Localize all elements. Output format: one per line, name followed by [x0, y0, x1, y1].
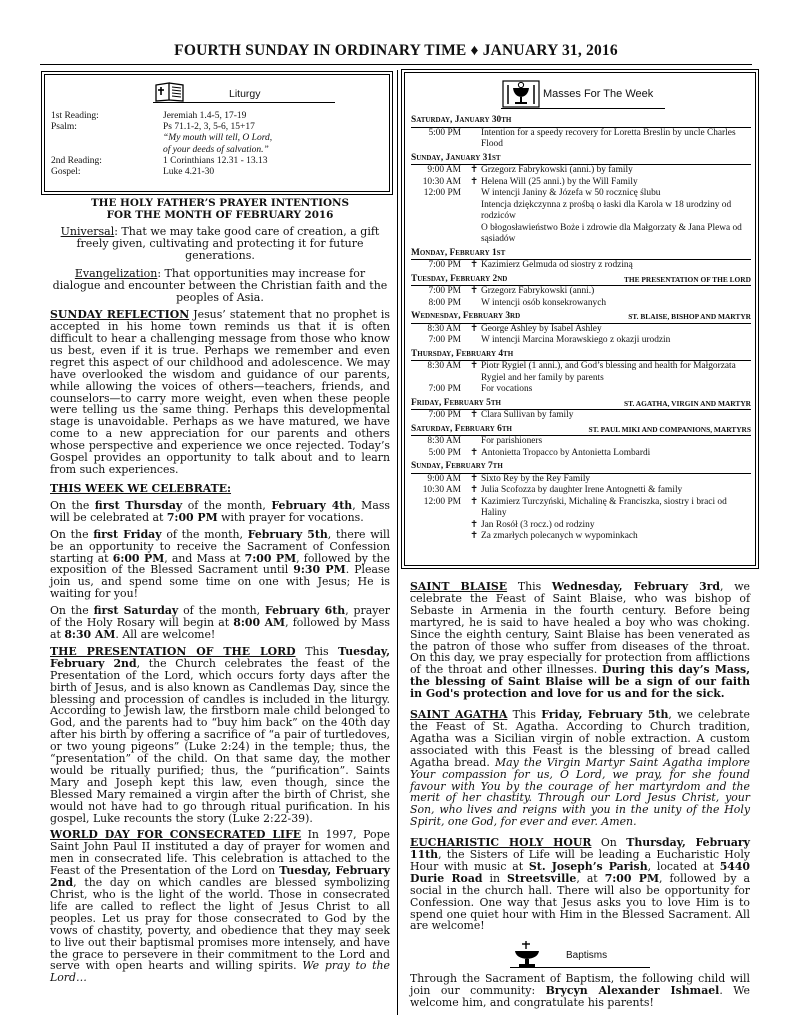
mass-intention: Antonietta Tropacco by Antonietta Lombardi — [481, 447, 651, 458]
baptism-font-icon — [510, 940, 544, 968]
mass-intention-row — [411, 361, 751, 384]
mass-intention-row — [411, 188, 751, 200]
first-thursday: On the first Thursday of the month, February 4th, Mass will be celebrated at 7:00 PM with prayer for vocations. — [50, 498, 390, 524]
mass-intention: Grzegorz Fabrykowski (anni.) by family — [481, 165, 633, 175]
mass-intention-row — [411, 165, 751, 177]
mass-day: Sunday, January 31st — [411, 152, 501, 163]
right-column — [410, 576, 750, 1009]
mass-time: 8:30 AM — [427, 361, 461, 371]
mass-intention: For vocations — [481, 384, 533, 394]
mass-intention: Piotr Rygiel (1 anni.), and God’s blessing and health for Małgorzata Rygiel and her family by parents — [481, 361, 736, 383]
mass-time: 12:00 PM — [423, 188, 461, 198]
mass-time: 10:30 AM — [422, 485, 461, 495]
mass-time: 7:00 PM — [428, 410, 461, 420]
mass-day-heading — [411, 398, 751, 411]
mass-feast: ST. BLAISE, BISHOP AND MARTYR — [628, 312, 751, 321]
cross-icon — [467, 223, 481, 246]
mass-intention-row — [411, 474, 751, 486]
mass-intention: W intencji Marcina Morawskiego z okazji urodzin — [481, 335, 671, 345]
mass-intention: Za zmarłych polecanych w wypominkach — [481, 531, 638, 541]
liturgy-box — [44, 74, 390, 192]
mass-intention: Intencja dziękczynna z prośbą o łaski dla Karola w 18 urodziny od rodziców — [481, 199, 732, 221]
mass-day: Saturday, January 30th — [411, 115, 512, 125]
reading-label — [51, 133, 163, 144]
left-column — [50, 197, 390, 984]
mass-day-heading — [411, 424, 751, 437]
mass-intention-row — [411, 128, 751, 151]
mass-day: Wednesday, February 3rd — [411, 311, 521, 321]
mass-time: 9:00 AM — [427, 165, 461, 175]
saint-blaise: SAINT BLAISE This Wednesday, February 3rd, we celebrate the Feast of Saint Blaise, who was bishop of Sebaste in Armenia in the fourth century. Before being martyred, he is said to have healed a boy who was choking. Since the eighth century, Saint Blaise has been venerated as the patron of those who suffer from diseases of the throat. On this day, we pray especially for protection from afflictions of the throat and other illnesses. During this day’s Mass, the blessing of Saint Blaise will be a sign of our faith in God's protection and love for us and for the sick. — [410, 580, 751, 701]
universal-text: : That we may take good care of creation, a gift freely given, cultivating and protecting it for future generations. — [76, 225, 380, 263]
reading-row — [51, 111, 381, 122]
bulletin-header: FOURTH SUNDAY IN ORDINARY TIME ♦ JANUARY 31, 2016 — [174, 42, 618, 59]
baptisms-text: Through the Sacrament of Baptism, the following child will join our community: Brycyn Alexander Ishmael. We welcome him, and congratulate his parents! — [410, 972, 750, 1010]
cross-icon — [467, 128, 481, 151]
cross-icon: ✝ — [470, 447, 478, 458]
saint-agatha: SAINT AGATHA This Friday, February 5th, we celebrate the Feast of St. Agatha. According to Church tradition, Agatha was a Sicilian virgin of noble extraction. A custom associated with this Feast is the blessing of bread called Agatha bread. May the Virgin Martyr Saint Agatha implore Your compassion for us, O Lord, we pray, for she found favour with You by the courage of her martyrdom and the merit of her chastity. Through our Lord Jesus Christ, your Son, who lives and reigns with you in the unity of the Holy Spirit, one God, for ever and ever. Amen. — [410, 708, 750, 829]
header-rule — [40, 64, 752, 65]
mass-day-heading — [411, 115, 751, 128]
mass-day-heading — [411, 349, 751, 362]
mass-time — [411, 223, 467, 246]
mass-intention-row — [411, 286, 751, 298]
mass-time: 8:30 AM — [427, 436, 461, 446]
mass-intention-row — [411, 324, 751, 336]
book-icon — [153, 81, 189, 103]
liturgy-label: Liturgy — [229, 88, 261, 100]
cross-icon: ✝ — [470, 165, 478, 175]
mass-intention-row — [411, 497, 751, 520]
reading-value: of your deeds of salvation.” — [163, 144, 269, 155]
mass-intention: O błogosławieństwo Boże i zdrowie dla Małgorzaty & Jana Plewa od sąsiadów — [481, 222, 742, 244]
reading-label — [51, 145, 163, 156]
mass-intention: Sixto Rey by the Rey Family — [481, 473, 591, 484]
reading-value: Ps 71.1-2, 3, 5-6, 15+17 — [163, 122, 255, 133]
column-divider — [397, 70, 398, 1015]
mass-intention-row — [411, 260, 751, 272]
reading-row — [51, 156, 381, 167]
evangelization-text: : That opportunities may increase for dialogue and encounter between the Christian faith and the peoples of Asia. — [52, 266, 388, 305]
consecrated-life: WORLD DAY FOR CONSECRATED LIFE In 1997, Pope Saint John Paul II instituted a day of prayer for women and men in consecrated life. This celebration is attached to the Feast of the Presentation of the Lord on Tuesday, February 2nd, the day on which candles are blessed symbolizing Christ, who is the light of the world. Those in consecrated life are called to reflect the light of Jesus Christ to all peoples. Let us pray for those consecrated to God by the vows of chastity, poverty, and obedience that they may seek to live out their baptismal promises more intensely, and have the grace to persevere in their commitment to the Lord and serve with open hearts and willing spirits. We pray to the Lord… — [50, 828, 390, 985]
mass-intention-row — [411, 448, 751, 460]
mass-time: 5:00 PM — [428, 127, 461, 138]
mass-intention: Intention for a speedy recovery for Loretta Breslin by uncle Charles Flood — [481, 127, 736, 149]
mass-day-heading — [411, 153, 751, 166]
masses-box — [404, 72, 756, 566]
mass-feast: THE PRESENTATION OF THE LORD — [623, 274, 751, 284]
mass-intention: Grzegorz Fabrykowski (anni.) — [481, 286, 595, 296]
mass-intention: W intencji osób konsekrowanych — [481, 297, 607, 308]
mass-time: 7:00 PM — [428, 260, 461, 270]
mass-time: 5:00 PM — [428, 447, 461, 458]
reading-value: “My mouth will tell, O Lord, — [163, 133, 273, 144]
mass-intention-row — [411, 200, 751, 223]
cross-icon: ✝ — [470, 361, 478, 371]
mass-day-heading — [411, 248, 751, 261]
cross-icon: ✝ — [470, 176, 478, 187]
eucharistic-holy-hour: EUCHARISTIC HOLY HOUR On Thursday, February 11th, the Sisters of Life will be leading a Eucharistic Holy Hour with music at St. Joseph’s Parish, located at 5440 Durie Road in Streetsville, at 7:00 PM, followed by a social in the church hall. There will also be opportunity for Confession. One way that Jesus asks you to love Him is to spend one quiet hour with Him in the Blessed Sacrament. All are welcome! — [410, 836, 750, 933]
celebrate-heading: THIS WEEK WE CELEBRATE: — [50, 481, 232, 495]
reading-value: Luke 4.21-30 — [163, 167, 215, 178]
mass-day-heading — [411, 461, 751, 474]
first-friday: On the first Friday of the month, February 5th, there will be an opportunity to receive the Sacrament of Confession starting at 6:00 PM, and Mass at 7:00 PM, followed by the exposition of the Blessed Sacrament until 9:30 PM. Please join us, and spend some time on one with Jesus; He is waiting for you! — [50, 527, 391, 601]
readings-list — [51, 111, 381, 178]
mass-intention: Helena Will (25 anni.) by the Will Family — [481, 176, 638, 187]
mass-intention: Jan Rosół (3 rocz.) od rodziny — [481, 519, 595, 530]
intentions-subtitle: FOR THE MONTH OF FEBRUARY 2016 — [106, 209, 334, 221]
mass-intention-row — [411, 335, 751, 347]
mass-time — [411, 520, 467, 532]
mass-time: 7:00 PM — [428, 384, 461, 394]
liturgy-heading — [153, 81, 335, 103]
reading-label: Gospel: — [51, 167, 81, 178]
universal-intention — [50, 226, 390, 263]
mass-intention-row — [411, 436, 751, 448]
mass-intention-row — [411, 531, 751, 543]
mass-intention-row — [411, 485, 751, 497]
mass-time — [411, 200, 467, 223]
mass-intention: Clara Sullivan by family — [481, 410, 574, 420]
mass-time: 7:00 PM — [428, 335, 461, 345]
mass-day-heading — [411, 274, 751, 287]
cross-icon — [467, 335, 481, 347]
mass-feast: ST. PAUL MIKI AND COMPANIONS, MARTYRS — [588, 424, 751, 434]
intentions-title: THE HOLY FATHER’S PRAYER INTENTIONS — [90, 197, 350, 209]
reflection-heading: SUNDAY REFLECTION — [50, 308, 190, 322]
reading-value: Jeremiah 1.4-5, 17-19 — [163, 111, 247, 121]
universal-label: Universal — [60, 225, 115, 238]
reflection-text: Jesus’ statement that no prophet is accepted in his home town reminds us that it is often difficult to hear a challenging message from those who know us best, even if it is true. Perhaps we remember and even regret this aspect of our childhood and adolescence. We may have overlooked the wisdom and guidance of our parents, while allowing the voices of others—teachers, friends, and counselors—to carry more weight, even when these people were telling us the same thing. Perhaps this developmental stage is unavoidable. Perhaps as we have matured, we have come to a new appreciation for our parents and others whose perspective and experience we once rejected. Today’s Gospel provides an opportunity to talk about and to learn from such experiences. — [50, 308, 390, 476]
mass-day: Saturday, February 6th — [411, 423, 512, 434]
mass-intention: Kazimierz Gelmuda od siostry z rodziną — [481, 260, 633, 270]
baptisms-label: Baptisms — [566, 950, 608, 962]
cross-icon: ✝ — [470, 473, 478, 484]
sunday-reflection — [50, 309, 390, 476]
mass-day-heading — [411, 311, 751, 324]
cross-icon: ✝ — [470, 286, 478, 296]
mass-time: 9:00 AM — [427, 473, 461, 484]
reading-row — [51, 145, 381, 156]
mass-intention: Kazimierz Turczyński, Michalinę & Franciszka, siostry i braci od Haliny — [481, 496, 727, 518]
first-saturday: On the first Saturday of the month, February 6th, prayer of the Holy Rosary will begin at 8:00 AM, followed by Mass at 8:30 AM. All are welcome! — [50, 604, 391, 641]
reading-value: 1 Corinthians 12.31 - 13.13 — [163, 155, 268, 166]
baptisms-heading — [510, 940, 650, 968]
chalice-icon — [501, 79, 541, 109]
cross-icon: ✝ — [470, 485, 478, 495]
mass-day: Thursday, February 4th — [411, 348, 514, 359]
mass-time: 8:00 PM — [428, 297, 461, 308]
cross-icon — [467, 436, 481, 448]
presentation-of-the-lord: THE PRESENTATION OF THE LORD This Tuesday, February 2nd, the Church celebrates the feast of the Presentation of the Lord, which occurs forty days after the birth of Jesus, and is also known as Candlemas Day, since the blessing and procession of candles is included in the liturgy. According to Jewish law, the firstborn male child belonged to God, and the parents had to “buy him back” on the 40th day after his birth by offering a sacrifice of “a pair of turtledoves, or two young pigeons” (Luke 2:24) in the temple; thus, the “presentation” of the child. On that same day, the mother would be ritually purified; thus, the “purification”. Saints Mary and Joseph kept this law, even though, since the Blessed Mary remained a virgin after the birth of Christ, she would not have had to go through ritual purification. In his gospel, Luke recounts the story (Luke 2:22-39). — [50, 644, 390, 825]
cross-icon — [467, 384, 481, 396]
mass-intention-row — [411, 177, 751, 189]
cross-icon: ✝ — [470, 323, 478, 334]
cross-icon — [467, 200, 481, 223]
mass-time: 12:00 PM — [423, 496, 461, 507]
mass-day: Friday, February 5th — [411, 397, 501, 408]
mass-intention-row — [411, 223, 751, 246]
evangelization-intention — [50, 268, 390, 305]
cross-icon — [467, 298, 481, 310]
mass-intention-row — [411, 298, 751, 310]
reading-row — [51, 167, 381, 178]
mass-intention: George Ashley by Isabel Ashley — [481, 323, 602, 334]
cross-icon — [467, 188, 481, 200]
reading-label: 2nd Reading: — [51, 155, 102, 166]
mass-schedule — [411, 113, 751, 543]
mass-intention: For parishioners — [481, 436, 543, 446]
mass-day: Sunday, February 7th — [411, 461, 503, 471]
mass-intention: Julia Scofozza by daughter Irene Antognetti & family — [481, 485, 683, 495]
cross-icon: ✝ — [470, 496, 478, 507]
mass-intention: W intencji Janiny & Józefa w 50 rocznicę ślubu — [481, 188, 661, 198]
cross-icon: ✝ — [470, 519, 478, 530]
mass-time: 8:30 AM — [427, 323, 461, 334]
mass-time — [411, 531, 467, 543]
reading-row — [51, 133, 381, 144]
reading-row — [51, 122, 381, 133]
cross-icon: ✝ — [470, 531, 478, 541]
mass-day: Monday, February 1st — [411, 247, 506, 258]
reading-label: Psalm: — [51, 122, 77, 133]
mass-day: Tuesday, February 2nd — [411, 273, 508, 284]
masses-heading — [501, 79, 665, 109]
mass-intention-row — [411, 384, 751, 396]
cross-icon: ✝ — [470, 410, 478, 420]
reading-label: 1st Reading: — [51, 111, 99, 121]
evangelization-label: Evangelization — [74, 266, 158, 280]
mass-intention-row — [411, 520, 751, 532]
mass-time: 10:30 AM — [422, 176, 461, 187]
mass-feast: ST. AGATHA, VIRGIN AND MARTYR — [623, 398, 751, 408]
mass-time: 7:00 PM — [428, 286, 461, 296]
cross-icon: ✝ — [470, 260, 478, 270]
masses-label: Masses For The Week — [543, 88, 654, 100]
mass-intention-row — [411, 410, 751, 422]
